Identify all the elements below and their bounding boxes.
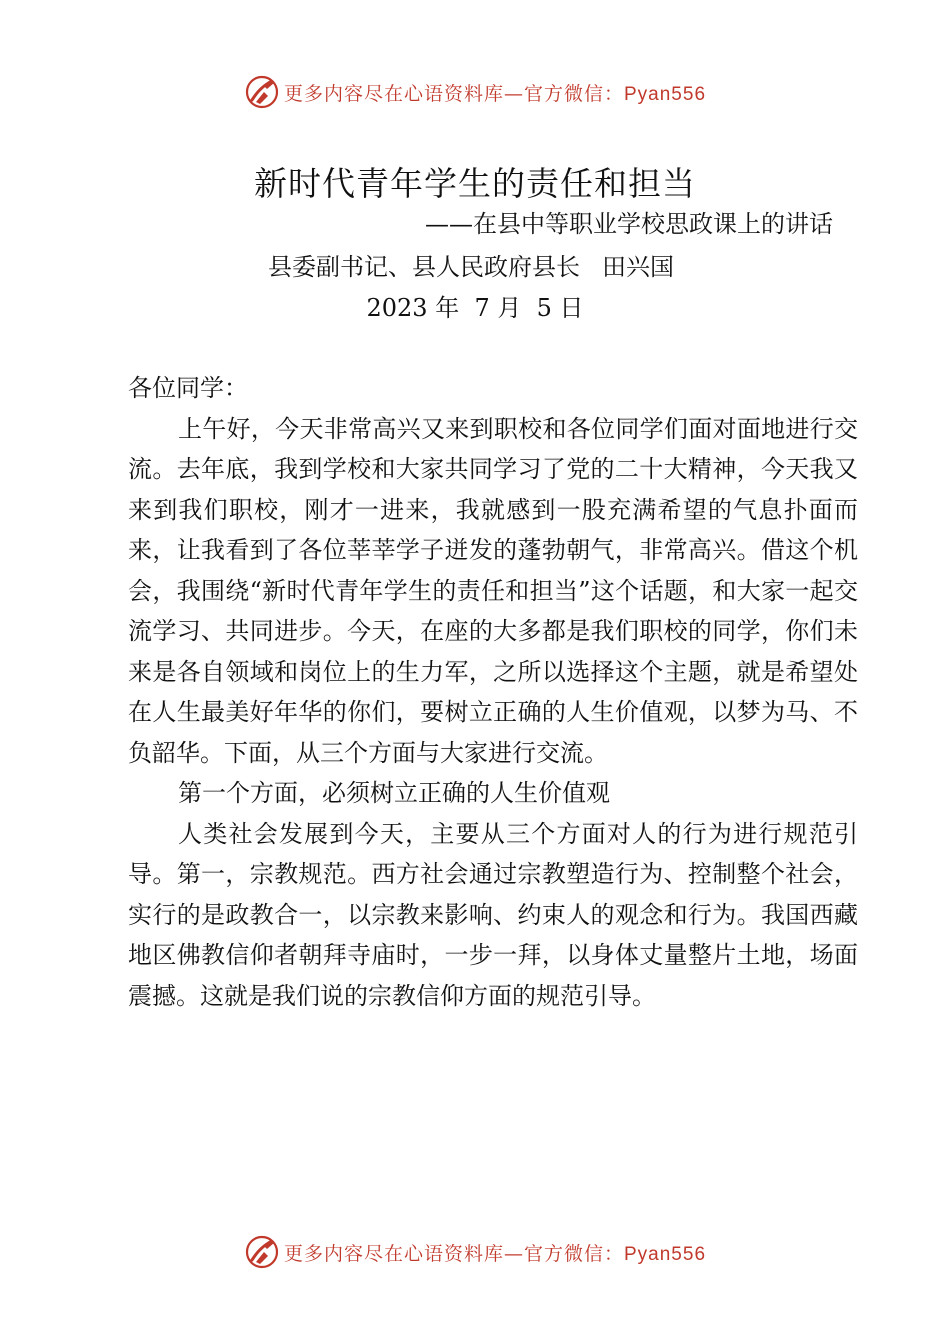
author-name: 田兴国 (602, 253, 674, 281)
section-heading: 第一个方面，必须树立正确的人生价值观 (178, 779, 610, 807)
writing-hand-logo-icon (244, 1234, 280, 1270)
watermark-banner-top (0, 72, 950, 112)
author-role: 县委副书记、县人民政府县长 (268, 253, 580, 281)
document-title: 新时代青年学生的责任和担当 (254, 164, 696, 203)
wechat-id: Pyan556 (624, 1243, 707, 1265)
paragraph: 人类社会发展到今天，主要从三个方面对人的行为进行规范引导。第一，宗教规范。西方社会通过宗教塑造行为、控制整个社会，实行的是政教合一，以宗教来影响、约束人的观念和行为。我国西藏地区佛教信仰者朝拜寺庙时，一步一拜，以身体丈量整片土地，场面震撼。这就是我们说的宗教信仰方面的规范引导。 (128, 819, 858, 1010)
salutation: 各位同学： (128, 374, 248, 402)
speech-body (128, 368, 858, 1016)
writing-hand-logo-icon (244, 74, 280, 110)
watermark-text: 更多内容尽在心语资料库—官方微信：Pyan556 (283, 82, 707, 105)
paragraph: 上午好，今天非常高兴又来到职校和各位同学们面对面地进行交流。去年底，我到学校和大家共同学习了党的二十大精神，今天我又来到我们职校，刚才一进来，我就感到一股充满希望的气息扑面而来，让我看到了各位莘莘学子迸发的蓬勃朝气，非常高兴。借这个机会，我围绕“新时代青年学生的责任和担当”这个话题，和大家一起交流学习、共同进步。今天，在座的大多都是我们职校的同学，你们未来是各自领域和岗位上的生力军，之所以选择这个主题，就是希望处在人生最美好年华的你们，要树立正确的人生价值观，以梦为马、不负韶华。下面，从三个方面与大家进行交流。 (128, 414, 858, 767)
watermark-banner-bottom (0, 1232, 950, 1272)
wechat-id: Pyan556 (624, 83, 707, 105)
watermark-text: 更多内容尽在心语资料库—官方微信：Pyan556 (283, 1242, 707, 1265)
document-date: 2023 年 7 月 5 日 (366, 294, 584, 322)
author-line (268, 247, 674, 282)
document-subtitle: ——在县中等职业学校思政课上的讲话 (425, 210, 833, 238)
